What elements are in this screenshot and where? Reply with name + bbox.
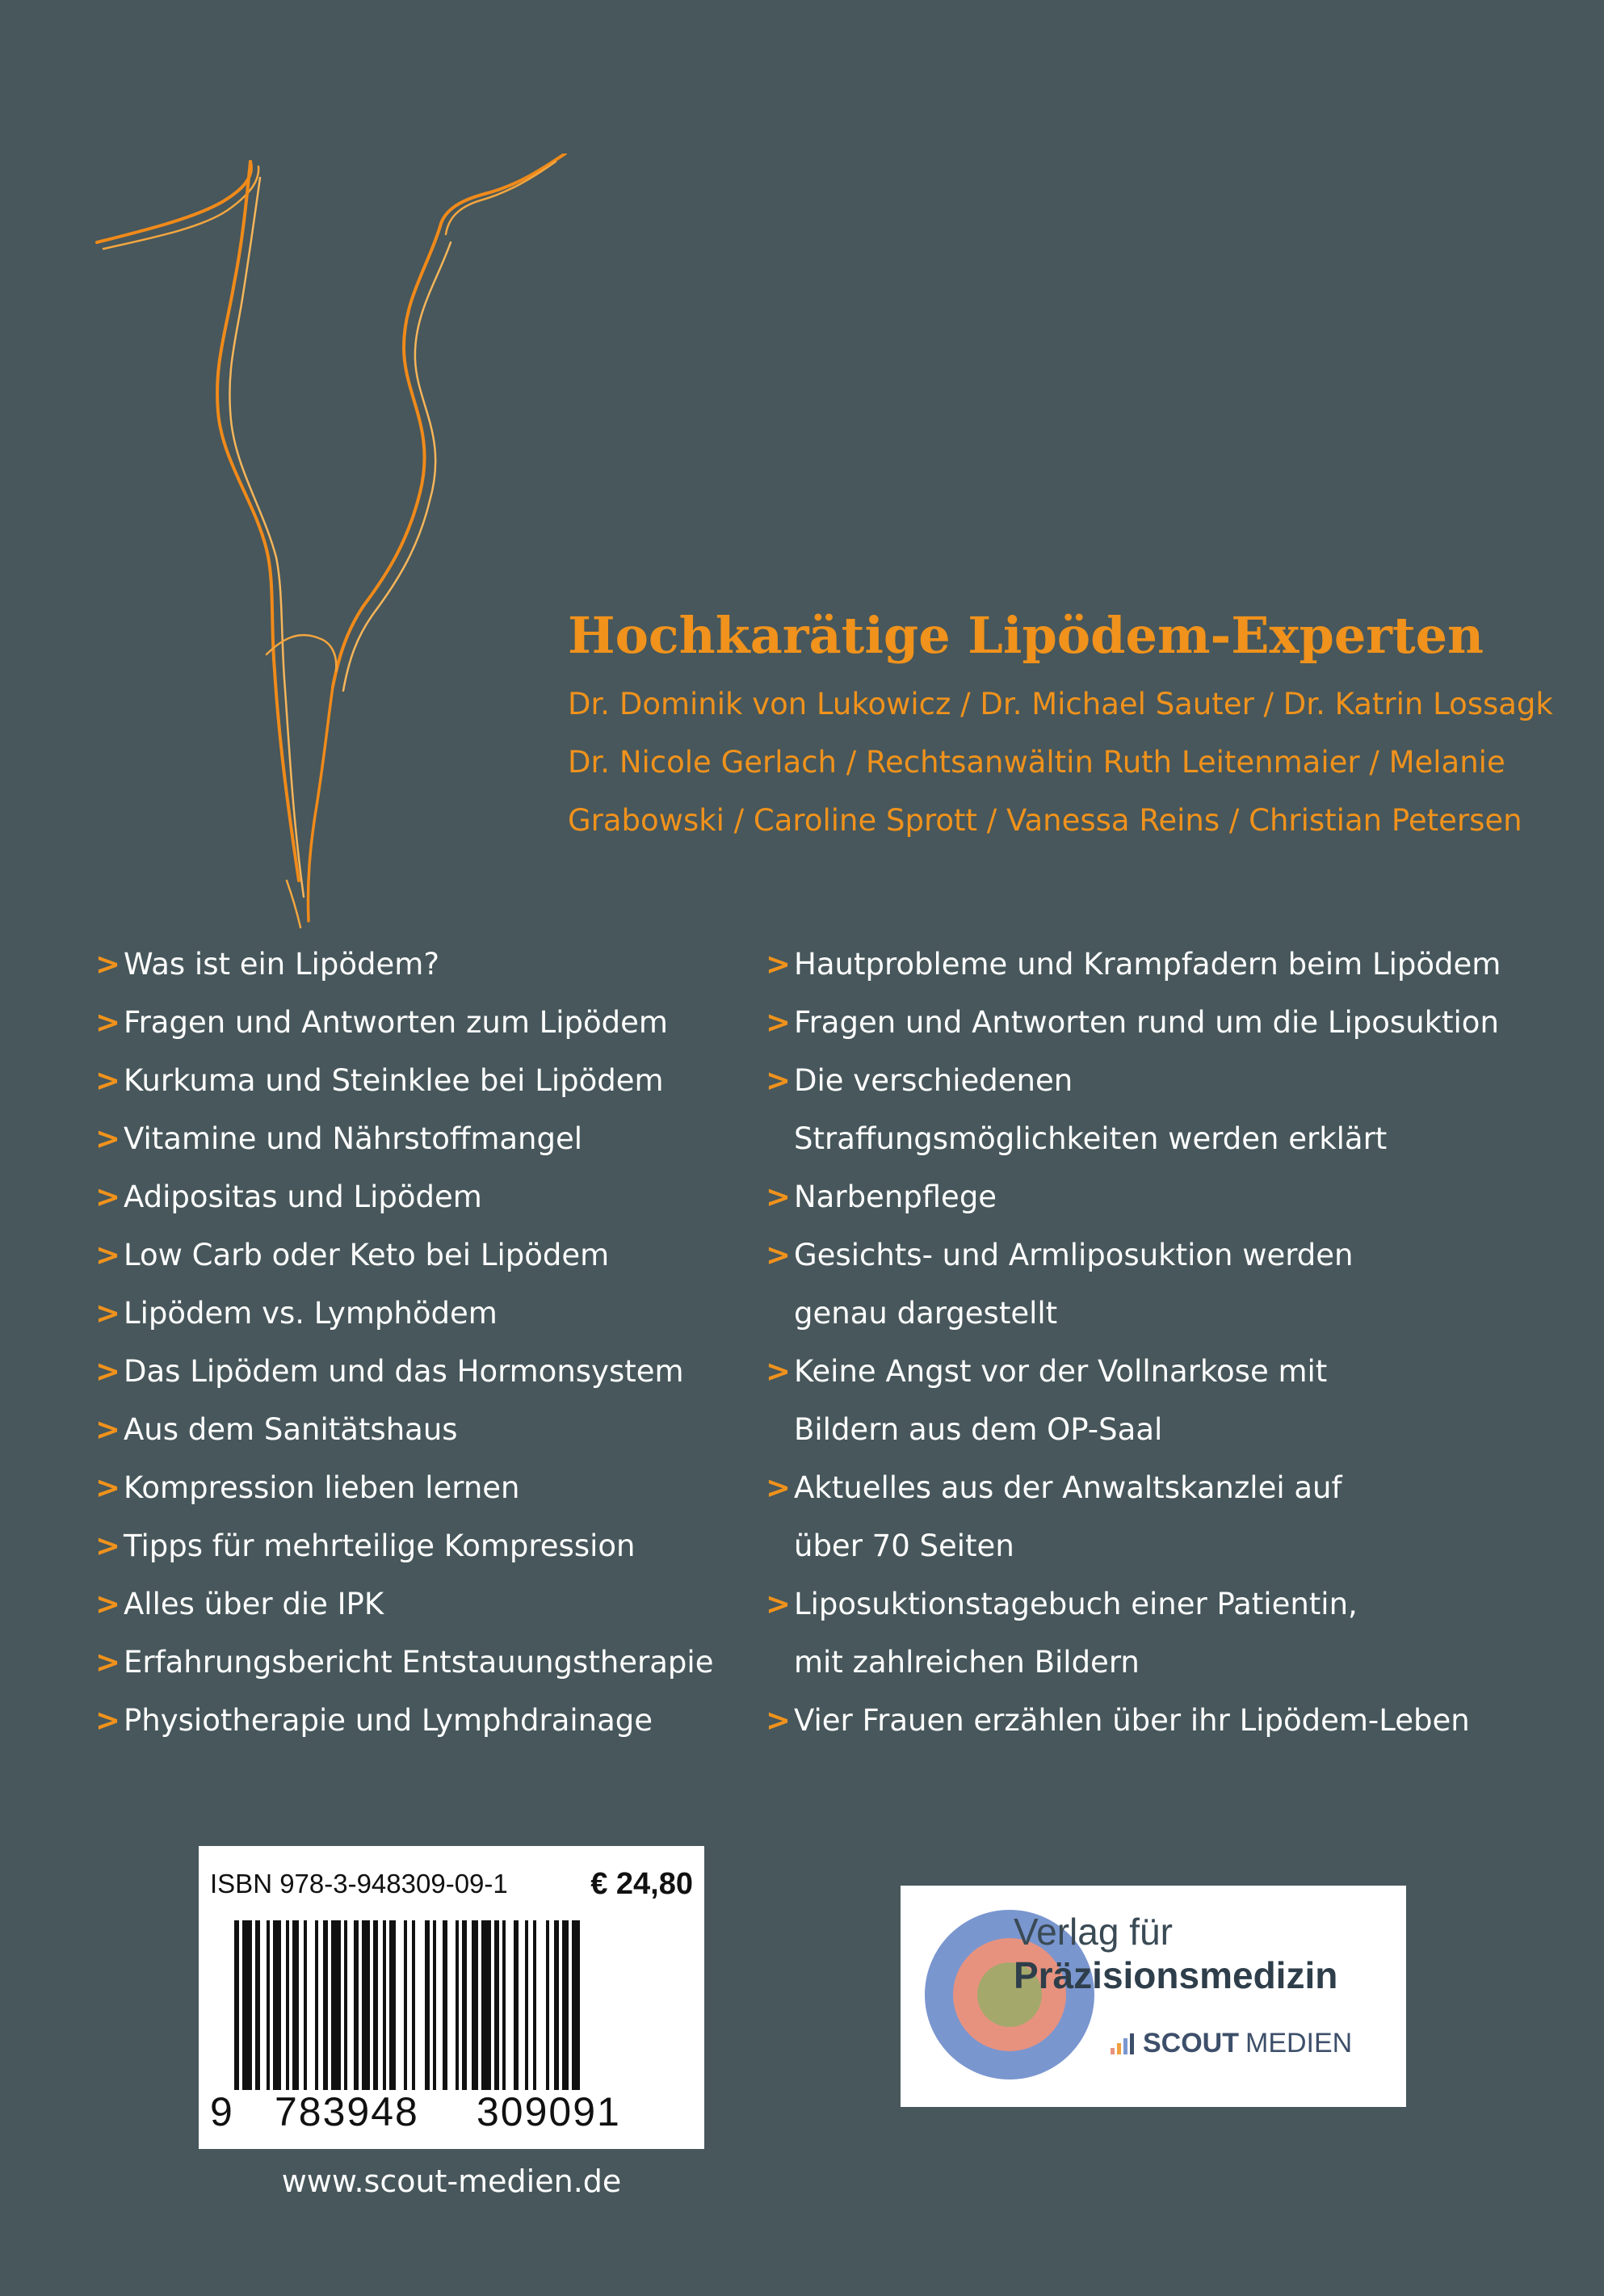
- barcode-bar: [323, 1920, 328, 2090]
- bullet-arrow-icon: >: [766, 1238, 792, 1272]
- experts-section: [568, 599, 1561, 850]
- list-item: > Fragen und Antworten rund um die Liposuktion: [766, 994, 1573, 1052]
- barcode-bar: [456, 1920, 459, 2090]
- list-item: > Was ist ein Lipödem?: [95, 936, 758, 994]
- list-item: > Tipps für mehrteilige Kompression: [95, 1517, 758, 1575]
- barcode-bar: [404, 1920, 407, 2090]
- publisher-name-line1: Verlag für: [1014, 1911, 1173, 1953]
- experts-names: Dr. Dominik von Lukowicz / Dr. Michael Sauter / Dr. Katrin Lossagk Dr. Nicole Gerlach / Rechtsanwältin Ruth Leitenmaier / Melanie Grabowski / Caroline Sprott / Vanessa Reins / Christian Petersen: [568, 687, 1553, 838]
- barcode-bar: [572, 1920, 580, 2090]
- list-item: > Lipödem vs. Lymphödem: [95, 1285, 758, 1343]
- barcode-bar: [373, 1920, 378, 2090]
- barcode-bar: [533, 1920, 536, 2090]
- barcode-bar: [425, 1920, 430, 2090]
- barcode-bar: [443, 1920, 447, 2090]
- barcode-bar: [362, 1920, 370, 2090]
- barcode-digit-group-2: 309091: [477, 2089, 621, 2134]
- bullet-arrow-icon: >: [95, 1005, 121, 1040]
- list-item: > Gesichts- und Armliposuktion werden genau dargestellt: [766, 1226, 1573, 1343]
- barcode-bar: [433, 1920, 436, 2090]
- bullet-arrow-icon: >: [95, 1529, 121, 1563]
- list-item: > Narbenpflege: [766, 1168, 1573, 1226]
- topic-list-right: [766, 936, 1573, 1750]
- bullet-arrow-icon: >: [95, 1238, 121, 1272]
- bullet-arrow-icon: >: [766, 1703, 792, 1738]
- list-item: > Das Lipödem und das Hormonsystem: [95, 1343, 758, 1401]
- barcode-bar: [304, 1920, 307, 2090]
- bullet-arrow-icon: >: [95, 947, 121, 982]
- barcode-bar: [286, 1920, 289, 2090]
- scout-label: SCOUT: [1143, 2028, 1239, 2058]
- bullet-arrow-icon: >: [95, 1703, 121, 1738]
- barcode-bar: [242, 1920, 252, 2090]
- barcode-bar: [472, 1920, 478, 2090]
- bullet-arrow-icon: >: [95, 1412, 121, 1447]
- barcode-bar: [389, 1920, 396, 2090]
- barcode-digit-first: 9: [210, 2089, 233, 2134]
- barcode-bars: [234, 1920, 670, 2090]
- body-silhouette-illustration: [81, 153, 614, 929]
- barcode-bar: [562, 1920, 569, 2090]
- topic-list-left: [95, 936, 758, 1750]
- list-item: > Keine Angst vor der Vollnarkose mit Bildern aus dem OP-Saal: [766, 1343, 1573, 1459]
- bar-chart-icon: [1111, 2033, 1136, 2054]
- barcode-bar: [344, 1920, 347, 2090]
- publisher-logo: [901, 1886, 1406, 2107]
- barcode-bar: [554, 1920, 559, 2090]
- bullet-arrow-icon: >: [766, 1587, 792, 1621]
- barcode-bar: [273, 1920, 281, 2090]
- bullet-arrow-icon: >: [95, 1645, 121, 1680]
- list-item: > Hautprobleme und Krampfadern beim Lipödem: [766, 936, 1573, 994]
- bullet-arrow-icon: >: [95, 1121, 121, 1156]
- barcode-bar: [315, 1920, 318, 2090]
- list-item: > Aus dem Sanitätshaus: [95, 1401, 758, 1459]
- bullet-arrow-icon: >: [95, 1296, 121, 1331]
- barcode-bar: [234, 1920, 239, 2090]
- bullet-arrow-icon: >: [766, 1180, 792, 1214]
- publisher-name-line2: Präzisionsmedizin: [1014, 1954, 1338, 1996]
- bullet-arrow-icon: >: [766, 1354, 792, 1389]
- barcode-bar: [354, 1920, 359, 2090]
- publisher-website: www.scout-medien.de: [281, 2164, 622, 2199]
- list-item: > Kompression lieben lernen: [95, 1459, 758, 1517]
- bullet-arrow-icon: >: [766, 1005, 792, 1040]
- barcode-bar: [383, 1920, 386, 2090]
- list-item: > Vitamine und Nährstoffmangel: [95, 1110, 758, 1168]
- barcode-digit-group-1: 783948: [275, 2089, 419, 2134]
- bullet-arrow-icon: >: [766, 1063, 792, 1098]
- list-item: > Kurkuma und Steinklee bei Lipödem: [95, 1052, 758, 1110]
- barcode-bar: [546, 1920, 549, 2090]
- medien-label: MEDIEN: [1245, 2028, 1353, 2058]
- barcode-bar: [292, 1920, 299, 2090]
- list-item: > Fragen und Antworten zum Lipödem: [95, 994, 758, 1052]
- list-item: > Liposuktionstagebuch einer Patientin, mit zahlreichen Bildern: [766, 1575, 1573, 1692]
- list-item: > Low Carb oder Keto bei Lipödem: [95, 1226, 758, 1285]
- isbn-number: ISBN 978-3-948309-09-1: [210, 1869, 508, 1899]
- barcode-bar: [514, 1920, 519, 2090]
- bullet-arrow-icon: >: [766, 1470, 792, 1505]
- list-item: > Adipositas und Lipödem: [95, 1168, 758, 1226]
- bullet-arrow-icon: >: [95, 1063, 121, 1098]
- isbn-barcode-panel: [199, 1846, 704, 2149]
- list-item: > Die verschiedenen Straffungsmöglichkeiten werden erklärt: [766, 1052, 1573, 1168]
- barcode-bar: [481, 1920, 491, 2090]
- barcode-bar: [525, 1920, 528, 2090]
- bullet-arrow-icon: >: [95, 1470, 121, 1505]
- barcode-bar: [267, 1920, 270, 2090]
- barcode-bar: [462, 1920, 467, 2090]
- scout-medien-brand: [1111, 2028, 1352, 2059]
- list-item: > Aktuelles aus der Anwaltskanzlei auf über 70 Seiten: [766, 1459, 1573, 1575]
- barcode-bar: [502, 1920, 506, 2090]
- list-item: > Physiotherapie und Lymphdrainage: [95, 1692, 758, 1750]
- barcode-bar: [255, 1920, 260, 2090]
- list-item: > Erfahrungsbericht Entstauungstherapie: [95, 1634, 758, 1692]
- list-item: > Vier Frauen erzählen über ihr Lipödem-Leben: [766, 1692, 1573, 1750]
- bullet-arrow-icon: >: [95, 1587, 121, 1621]
- price: € 24,80: [590, 1867, 693, 1901]
- list-item: > Alles über die IPK: [95, 1575, 758, 1634]
- barcode-bar: [412, 1920, 415, 2090]
- barcode-bar: [331, 1920, 341, 2090]
- bullet-arrow-icon: >: [95, 1354, 121, 1389]
- bullet-arrow-icon: >: [766, 947, 792, 982]
- experts-title: Hochkarätige Lipödem-Experten: [568, 606, 1484, 665]
- barcode-bar: [494, 1920, 499, 2090]
- bullet-arrow-icon: >: [95, 1180, 121, 1214]
